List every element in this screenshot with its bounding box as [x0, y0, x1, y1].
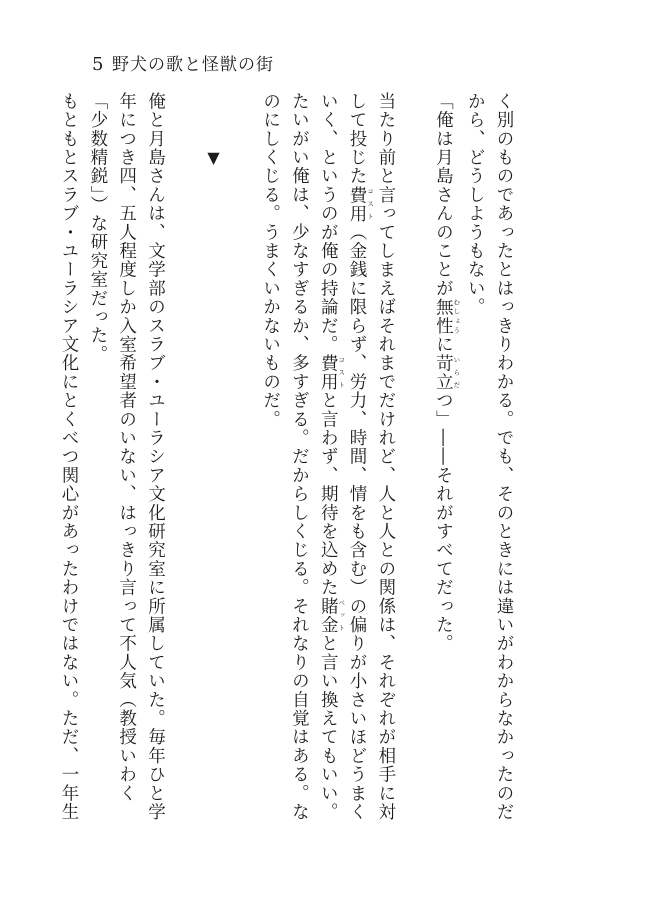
paragraph-2: 「俺は月島さんのことが無性 むしょうに苛立 いらだつ」――それがすべてだった。	[433, 92, 461, 654]
section-break-triangle-icon: ▼	[204, 148, 224, 169]
paragraph-spacer	[227, 92, 256, 836]
page-number: 5	[92, 54, 104, 75]
ruby-annotation: 賭金 ベット	[318, 596, 346, 635]
paragraph-3: 当たり前と言ってしまえばそれまでだけれど、人と人との関係は、それぞれが相手に対して投じた費用 コスト（金銭に限らず、労力、時間、情をも含む）の偏りが小さいほどうまくいく、というのが俺の持論だ。費用 コストと言わず、期待を込めた賭金 ベットと言い換えてもいい。たいがい俺は、少なすぎるか、多すぎる。だからしくじる。それなりの自覚はある。なのにしくじる。うまくいかないものだ。	[260, 92, 396, 822]
body-text	[59, 92, 518, 836]
ruby-annotation: 費用 コスト	[347, 185, 375, 223]
ruby-annotation: 無性 むしょう	[433, 297, 461, 336]
chapter-title: 野犬の歌と怪獣の街	[112, 55, 274, 75]
paragraph-4: 俺と月島さんは、文学部のスラブ・ユーラシア文化研究室に所属していた。毎年ひと学年につき四、五人程度しか入室希望者のいない、はっきり言って不人気（教授いわく「少数精鋭」）な研究室だった。	[87, 92, 166, 822]
ruby-annotation: 苛立 いらだ	[433, 353, 461, 392]
paragraph-spacer	[400, 92, 429, 836]
paragraph-spacer	[169, 92, 198, 836]
paragraph-5: もともとスラブ・ユーラシア文化にとくべつ関心があったわけではない。ただ、一年生	[59, 92, 80, 822]
ruby-annotation: 費用 コスト	[318, 353, 346, 392]
paragraph-1: く別のものであったとはっきりわかる。でも、そのときには違いがわからなかったのだから、どうしようもない。	[465, 92, 514, 822]
section-break	[198, 92, 227, 836]
